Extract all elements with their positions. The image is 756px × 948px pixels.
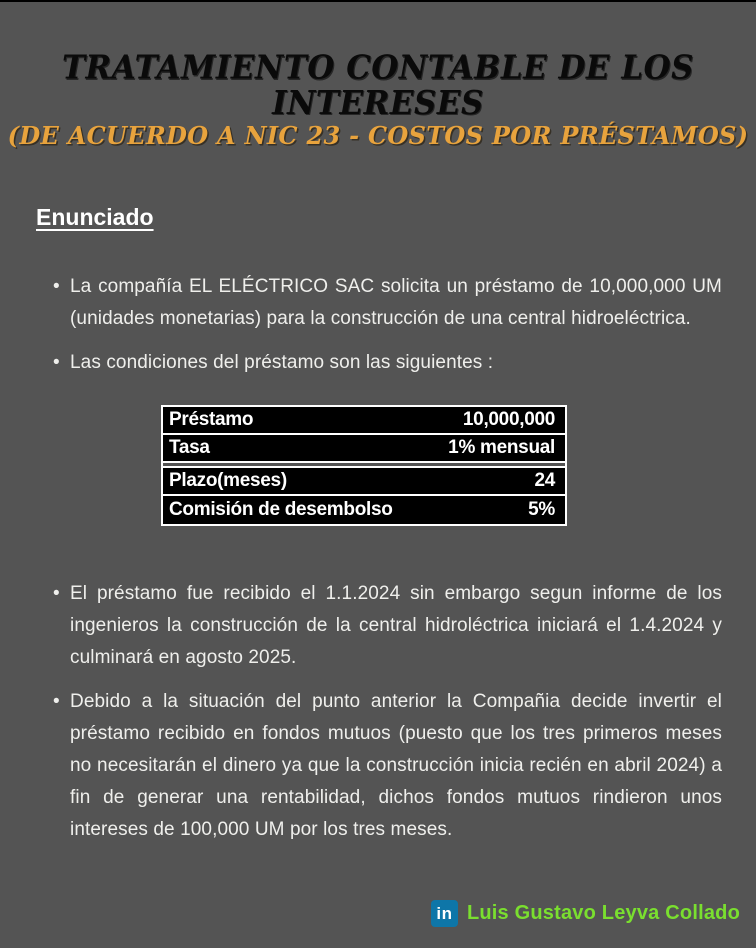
table-cell-label: Comisión de desembolso	[169, 499, 393, 520]
bullet-loan-conditions-intro: • Las condiciones del préstamo son las siguientes :	[53, 347, 722, 379]
table-cell-value: 24	[534, 470, 555, 491]
bullet-mutual-funds-investment: • Debido a la situación del punto anterior la Compañia decide invertir el préstamo recibido en fondos mutuos (puesto que los tres primeros meses no necesitarán el dinero ya que la construcción inicia recién en abril 2024) a fin de generar una rentabilidad, dichos fondos mutuos rindieron unos intereses de 100,000 UM por los tres meses.	[53, 686, 722, 846]
author-credit[interactable]	[431, 900, 740, 927]
bullet-loan-request: • La compañía EL ELÉCTRICO SAC solicita un préstamo de 10,000,000 UM (unidades monetarias) para la construcción de una central hidroeléctrica.	[53, 271, 722, 335]
section-heading-enunciado: Enunciado	[36, 204, 154, 230]
bullet-list-top	[53, 271, 722, 379]
table-row	[163, 496, 565, 524]
table-cell-label: Plazo(meses)	[169, 470, 287, 491]
table-cell-value: 1% mensual	[448, 437, 555, 458]
slide-header	[0, 2, 756, 150]
table-cell-label: Préstamo	[169, 409, 254, 430]
page-subtitle: (DE ACUERDO A NIC 23 - COSTOS POR PRÉSTAMOS)	[7, 121, 749, 150]
slide	[0, 2, 756, 948]
bullet-list-bottom	[53, 578, 722, 846]
loan-conditions-table	[161, 405, 567, 526]
slide-content	[0, 150, 756, 846]
table-cell-value: 5%	[528, 499, 555, 520]
table-cell-label: Tasa	[169, 437, 210, 458]
linkedin-icon-label: in	[436, 904, 453, 923]
page-title: TRATAMIENTO CONTABLE DE LOS INTERESES	[61, 49, 695, 123]
table-cell-value: 10,000,000	[462, 409, 555, 430]
table-row	[163, 468, 565, 496]
bullet-loan-received-dates: • El préstamo fue recibido el 1.1.2024 sin embargo segun informe de los ingenieros la construcción de la central hidroléctrica iniciará el 1.4.2024 y culminará en agosto 2025.	[53, 578, 722, 674]
table-row	[163, 407, 565, 435]
linkedin-icon[interactable]	[431, 900, 458, 927]
author-name: Luis Gustavo Leyva Collado	[466, 902, 740, 924]
table-row	[163, 435, 565, 463]
